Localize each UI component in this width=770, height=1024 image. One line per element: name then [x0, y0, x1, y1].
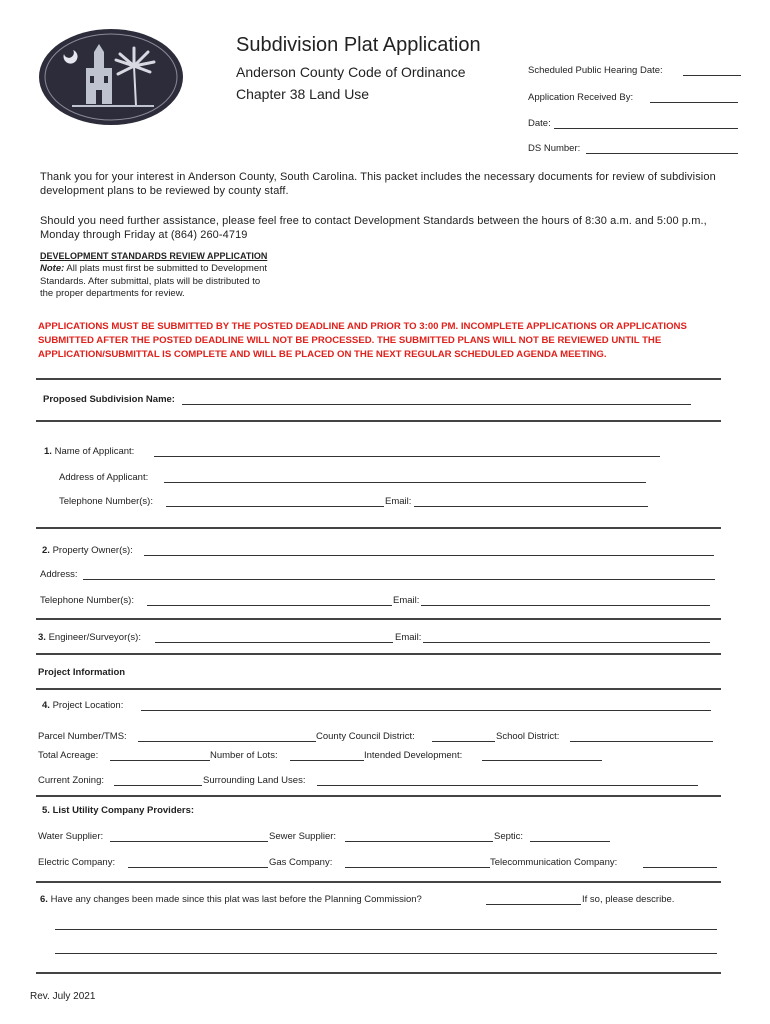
received-by-label: Application Received By:	[528, 92, 634, 103]
telecom-company-field[interactable]	[643, 867, 717, 868]
subdivision-name-label: Proposed Subdivision Name:	[43, 394, 175, 405]
section-divider	[36, 795, 721, 797]
acreage-label: Total Acreage:	[38, 750, 99, 761]
applicant-name-label: 1. Name of Applicant:	[44, 446, 135, 457]
intended-development-field[interactable]	[482, 760, 602, 761]
electric-company-field[interactable]	[128, 867, 268, 868]
ds-number-label: DS Number:	[528, 143, 581, 154]
hearing-date-label: Scheduled Public Hearing Date:	[528, 65, 663, 76]
page-title: Subdivision Plat Application	[236, 34, 481, 56]
surrounding-uses-field[interactable]	[317, 785, 698, 786]
intended-development-label: Intended Development:	[364, 750, 463, 761]
utility-providers-heading: 5. List Utility Company Providers:	[42, 805, 195, 816]
electric-company-label: Electric Company:	[38, 857, 116, 868]
council-district-label: County Council District:	[316, 731, 415, 742]
received-by-field[interactable]	[650, 102, 738, 103]
water-supplier-label: Water Supplier:	[38, 831, 104, 842]
acreage-field[interactable]	[110, 760, 210, 761]
applicant-phone-field[interactable]	[166, 506, 384, 507]
contact-paragraph: Should you need further assistance, please feel free to contact Development Standards between the hours of 8:30 a.m. and 5:00 p.m., Monday through Friday at (864) 260-4719	[40, 215, 707, 241]
owner-address-field[interactable]	[83, 579, 715, 580]
note-text: All plats must first be submitted to Development Standards. After submittal, plats will be distributed to the proper departments for review.	[40, 263, 268, 299]
council-district-field[interactable]	[432, 741, 495, 742]
hearing-date-field[interactable]	[683, 75, 741, 76]
section-divider	[36, 881, 721, 883]
review-note	[40, 263, 270, 301]
section-divider	[36, 618, 721, 620]
engineer-email-field[interactable]	[423, 642, 710, 643]
deadline-warning: APPLICATIONS MUST BE SUBMITTED BY THE POSTED DEADLINE AND PRIOR TO 3:00 PM. INCOMPLETE APPLICATIONS OR APPLICATIONS SUBMITTED AFTER THE POSTED DEADLINE WILL NOT BE PROCESSED. THE SUBMITTED PLANS WILL NOT BE REVIEWED UNTIL THE APPLICATION/SUBMITTAL IS COMPLETE AND WILL BE PLACED ON THE NEXT REGULAR SCHEDULED AGENDA MEETING.	[38, 321, 687, 360]
project-info-heading: Project Information	[38, 667, 126, 678]
lots-field[interactable]	[290, 760, 364, 761]
school-district-field[interactable]	[570, 741, 713, 742]
ordinance-subtitle: Anderson County Code of Ordinance	[236, 64, 466, 80]
applicant-address-field[interactable]	[164, 482, 646, 483]
owner-address-label: Address:	[40, 569, 78, 580]
owner-phone-field[interactable]	[147, 605, 392, 606]
zoning-field[interactable]	[114, 785, 202, 786]
date-field[interactable]	[554, 128, 738, 129]
lots-label: Number of Lots:	[210, 750, 278, 761]
parcel-field[interactable]	[138, 741, 316, 742]
description-line-1[interactable]	[55, 929, 717, 930]
gas-company-field[interactable]	[345, 867, 490, 868]
surrounding-uses-label: Surrounding Land Uses:	[203, 775, 306, 786]
parcel-label: Parcel Number/TMS:	[38, 731, 127, 742]
section-divider	[36, 378, 721, 380]
zoning-label: Current Zoning:	[38, 775, 105, 786]
engineer-email-label: Email:	[395, 632, 422, 643]
applicant-email-field[interactable]	[414, 506, 648, 507]
telecom-company-label: Telecommunication Company:	[490, 857, 618, 868]
ds-number-field[interactable]	[586, 153, 738, 154]
section-divider	[36, 420, 721, 422]
school-district-label: School District:	[496, 731, 560, 742]
description-line-2[interactable]	[55, 953, 717, 954]
subdivision-name-field[interactable]	[182, 404, 691, 405]
describe-label: If so, please describe.	[582, 894, 675, 905]
section-divider	[36, 653, 721, 655]
project-location-field[interactable]	[141, 710, 711, 711]
chapter-subtitle: Chapter 38 Land Use	[236, 86, 370, 102]
applicant-address-label: Address of Applicant:	[59, 472, 149, 483]
review-heading: DEVELOPMENT STANDARDS REVIEW APPLICATION	[40, 251, 268, 261]
owner-field[interactable]	[144, 555, 714, 556]
engineer-field[interactable]	[155, 642, 393, 643]
owner-email-label: Email:	[393, 595, 420, 606]
applicant-name-field[interactable]	[154, 456, 660, 457]
engineer-label: 3. Engineer/Surveyor(s):	[38, 632, 141, 643]
sewer-supplier-field[interactable]	[345, 841, 493, 842]
county-seal-logo	[38, 28, 184, 126]
intro-paragraph: Thank you for your interest in Anderson County, South Carolina. This packet includes the necessary documents for review of subdivision development plans to be reviewed by county staff.	[40, 171, 716, 197]
plat-changes-field[interactable]	[486, 904, 581, 905]
date-label: Date:	[528, 118, 551, 129]
water-supplier-field[interactable]	[110, 841, 268, 842]
applicant-phone-label: Telephone Number(s):	[59, 496, 153, 507]
septic-label: Septic:	[494, 831, 524, 842]
gas-company-label: Gas Company:	[269, 857, 333, 868]
septic-field[interactable]	[530, 841, 610, 842]
revision-date: Rev. July 2021	[30, 991, 96, 1002]
section-divider	[36, 688, 721, 690]
owner-email-field[interactable]	[421, 605, 710, 606]
plat-changes-label: 6. Have any changes been made since this plat was last before the Planning Commission?	[40, 894, 422, 905]
owner-phone-label: Telephone Number(s):	[40, 595, 134, 606]
section-divider	[36, 972, 721, 974]
project-location-label: 4. Project Location:	[42, 700, 124, 711]
note-label: Note:	[40, 263, 65, 274]
section-divider	[36, 527, 721, 529]
applicant-email-label: Email:	[385, 496, 412, 507]
sewer-supplier-label: Sewer Supplier:	[269, 831, 337, 842]
owner-label: 2. Property Owner(s):	[42, 545, 133, 556]
